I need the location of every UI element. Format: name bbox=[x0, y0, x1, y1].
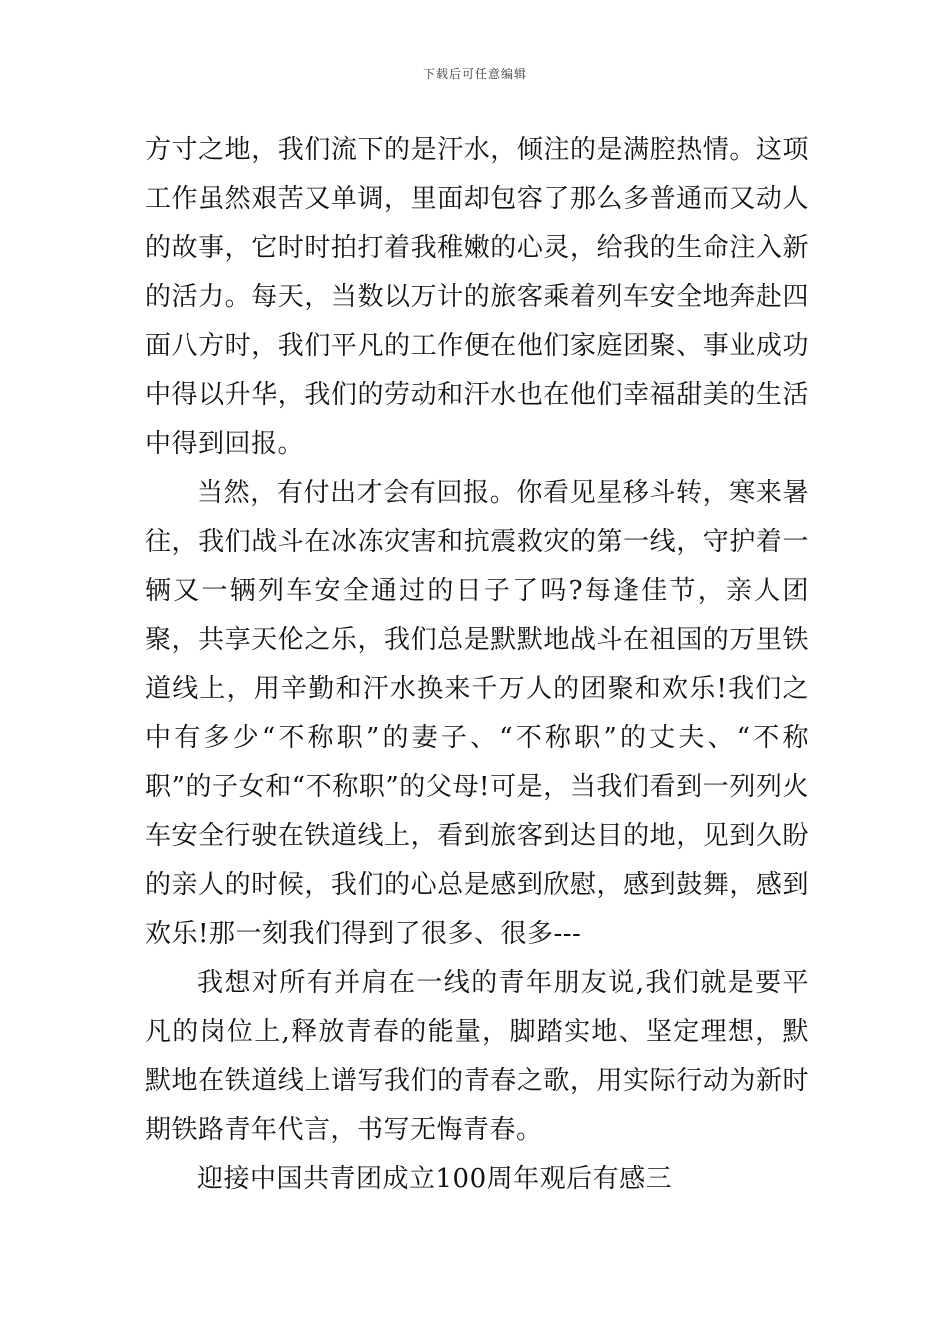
paragraph-1: 方寸之地，我们流下的是汗水，倾注的是满腔热情。这项工作虽然艰苦又单调，里面却包容了那么多普通而又动人的故事，它时时拍打着我稚嫩的心灵，给我的生命注入新的活力。每天，当数以万计的旅客乘着列车安全地奔赴四面八方时，我们平凡的工作便在他们家庭团聚、事业成功中得以升华，我们的劳动和汗水也在他们幸福甜美的生活中得到回报。 bbox=[145, 135, 809, 459]
page-header-note: 下载后可任意编辑 bbox=[422, 67, 527, 81]
document-body bbox=[145, 126, 809, 1204]
paragraph-3: 我想对所有并肩在一线的青年朋友说,我们就是要平凡的岗位上,释放青春的能量，脚踏实地、坚定理想，默默地在铁道线上谱写我们的青春之歌，用实际行动为新时期铁路青年代言，书写无悔青春。 bbox=[145, 968, 809, 1145]
paragraph-2: 当然，有付出才会有回报。你看见星移斗转，寒来暑往，我们战斗在冰冻灾害和抗震救灾的第一线，守护着一辆又一辆列车安全通过的日子了吗?每逢佳节，亲人团聚，共享天伦之乐，我们总是默默地战斗在祖国的万里铁道线上，用辛勤和汗水换来千万人的团聚和欢乐!我们之中有多少“不称职”的妻子、“不称职”的丈夫、“不称职”的子女和“不称职”的父母!可是，当我们看到一列列火车安全行驶在铁道线上，看到旅客到达目的地，见到久盼的亲人的时候，我们的心总是感到欣慰，感到鼓舞，感到欢乐!那一刻我们得到了很多、很多--- bbox=[145, 478, 809, 949]
section-title: 迎接中国共青团成立100周年观后有感三 bbox=[197, 1164, 673, 1194]
